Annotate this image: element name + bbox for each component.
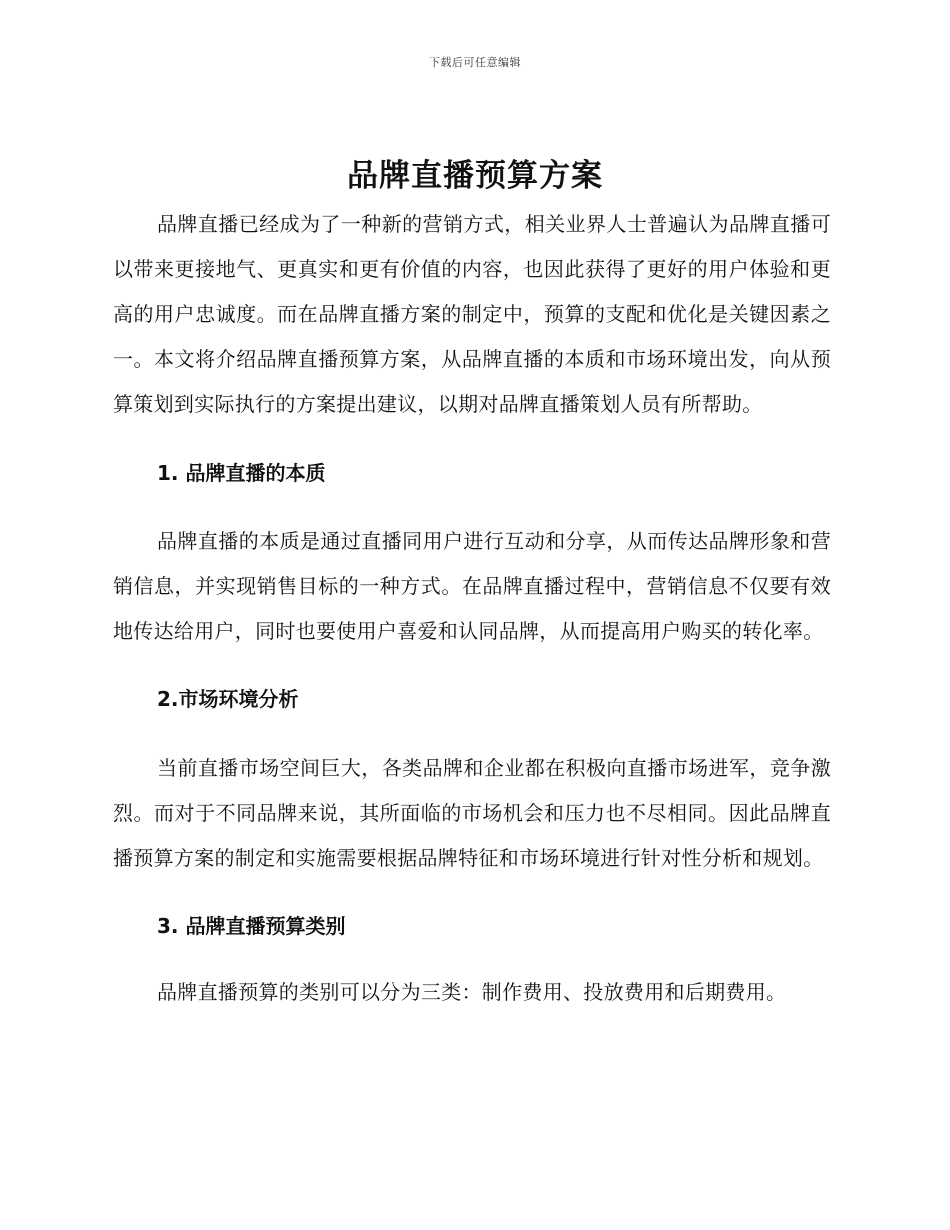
- section-body-market: 当前直播市场空间巨大，各类品牌和企业都在积极向直播市场进军，竞争激烈。而对于不同品牌来说，其所面临的市场机会和压力也不尽相同。因此品牌直播预算方案的制定和实施需要根据品牌特征和市场环境进行针对性分析和规划。: [113, 756, 831, 870]
- section-heading-budget-categories: 3. 品牌直播预算类别: [157, 914, 346, 938]
- section-body-budget-categories: 品牌直播预算的类别可以分为三类：制作费用、投放费用和后期费用。: [157, 980, 787, 1004]
- document-title: 品牌直播预算方案: [347, 158, 603, 194]
- intro-paragraph: 品牌直播已经成为了一种新的营销方式，相关业界人士普遍认为品牌直播可以带来更接地气、更真实和更有价值的内容，也因此获得了更好的用户体验和更高的用户忠诚度。而在品牌直播方案的制定中，预算的支配和优化是关键因素之一。本文将介绍品牌直播预算方案，从品牌直播的本质和市场环境出发，向从预算策划到实际执行的方案提出建议，以期对品牌直播策划人员有所帮助。: [113, 212, 831, 416]
- section-body-essence: 品牌直播的本质是通过直播同用户进行互动和分享，从而传达品牌形象和营销信息，并实现销售目标的一种方式。在品牌直播过程中，营销信息不仅要有效地传达给用户，同时也要使用户喜爱和认同品牌，从而提高用户购买的转化率。: [113, 529, 831, 643]
- section-heading-market: 2.市场环境分析: [157, 687, 299, 711]
- document-body: [113, 202, 831, 1015]
- header-note: 下载后可任意编辑: [429, 56, 521, 69]
- section-heading-essence: 1. 品牌直播的本质: [157, 461, 326, 485]
